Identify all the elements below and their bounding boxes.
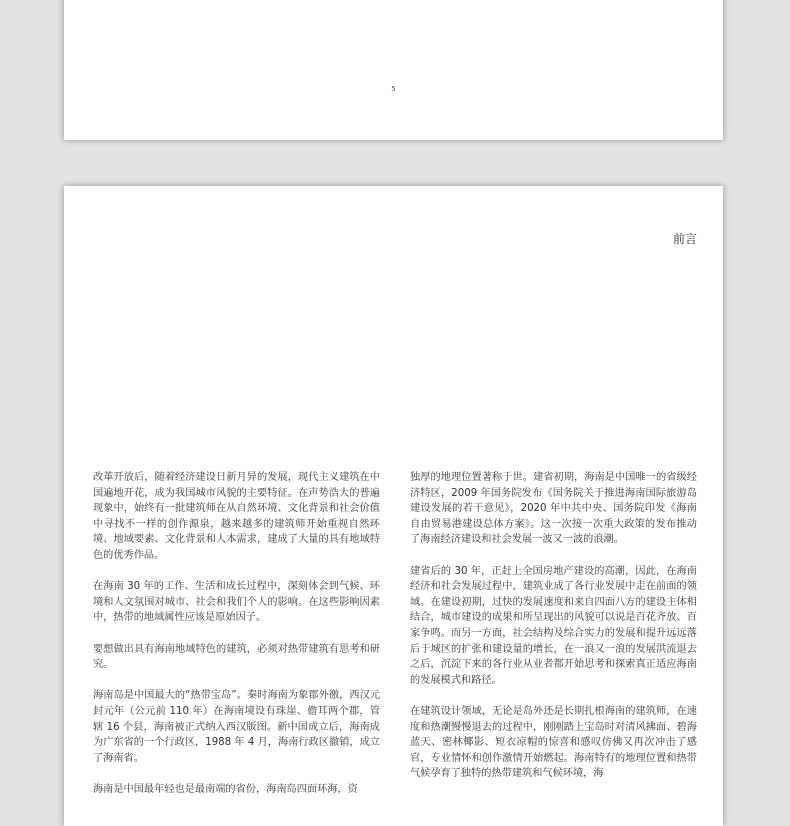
- section-title: 前言: [672, 232, 697, 246]
- paragraph: 要想做出具有海南地域特色的建筑，必须对热带建筑有思考和研究。: [93, 643, 380, 671]
- paragraph: 改革开放后，随着经济建设日新月异的发展，现代主义建筑在中国遍地开花，成为我国城市风貌的主要特征。在声势浩大的普遍现象中，始终有一批建筑师在从自然环境、文化背景和社会价值中寻找不一样的创作源泉，越来越多的建筑师开始重视自然环境、地域要素、文化背景和人本需求，建成了大量的具有地域特色的优秀作品。: [93, 472, 380, 561]
- paragraph: 在建筑设计领域，无论是岛外还是长期扎根海南的建筑师，在速度和热潮慢慢退去的过程中，刚刚踏上宝岛时对清风拂面、碧海蓝天、密林椰影、短衣凉帽的惊喜和感叹仿佛又再次冲击了感官，专业情怀和创作激情开始燃起。海南特有的地理位置和热带气候孕育了独特的热带建筑和气候环境，海: [410, 705, 697, 780]
- text-column-left: [93, 470, 380, 813]
- paragraph: 建省后的 30 年，正赶上全国房地产建设的高潮，因此，在海南经济和社会发展过程中，建筑业成了各行业发展中走在前面的领域。在建设初期，过快的发展速度和来自四面八方的建设主体相结合，城市建设的成果和所呈现出的风貌可以说是百花齐放、百家争鸣。而另一方面，社会结构及综合实力的发展和提升远远落后于城区的扩张和建设量的增长，在一浪又一浪的发展洪流退去之后，沉淀下来的各行业从业者都开始思考和探索真正适应海南的发展模式和路径。: [410, 565, 697, 686]
- text-column-right: [410, 470, 697, 797]
- paragraph: 独厚的地理位置著称于世。建省初期，海南是中国唯一的省级经济特区，2009 年国务院发布《国务院关于推进海南国际旅游岛建设发展的若干意见》，2020 年中共中央、国务院印发《海南自由贸易港建设总体方案》。这一次接一次重大政策的发布推动了海南经济建设和社会发展一波又一波的浪潮。: [410, 472, 697, 546]
- paragraph: 在海南 30 年的工作、生活和成长过程中，深刻体会到气候、环境和人文氛围对城市、社会和我们个人的影响。在这些影响因素中，热带的地域属性应该是原始因子。: [93, 581, 380, 624]
- page-number: 5: [391, 85, 396, 93]
- paragraph: 海南是中国最年轻也是最南端的省份，海南岛四面环海，资: [93, 783, 358, 795]
- current-page: [64, 186, 723, 826]
- previous-page: [64, 0, 723, 140]
- paragraph: 海南岛是中国最大的“热带宝岛”。秦时海南为象郡外徼，西汉元封元年（公元前 110 年）在海南境设有珠崖、儋耳两个郡，管辖 16 个县，海南被正式纳入西汉版图。新中国成立后，海南成为广东省的一个行政区，1988 年 4 月，海南行政区撤销，成立了海南省。: [93, 690, 380, 764]
